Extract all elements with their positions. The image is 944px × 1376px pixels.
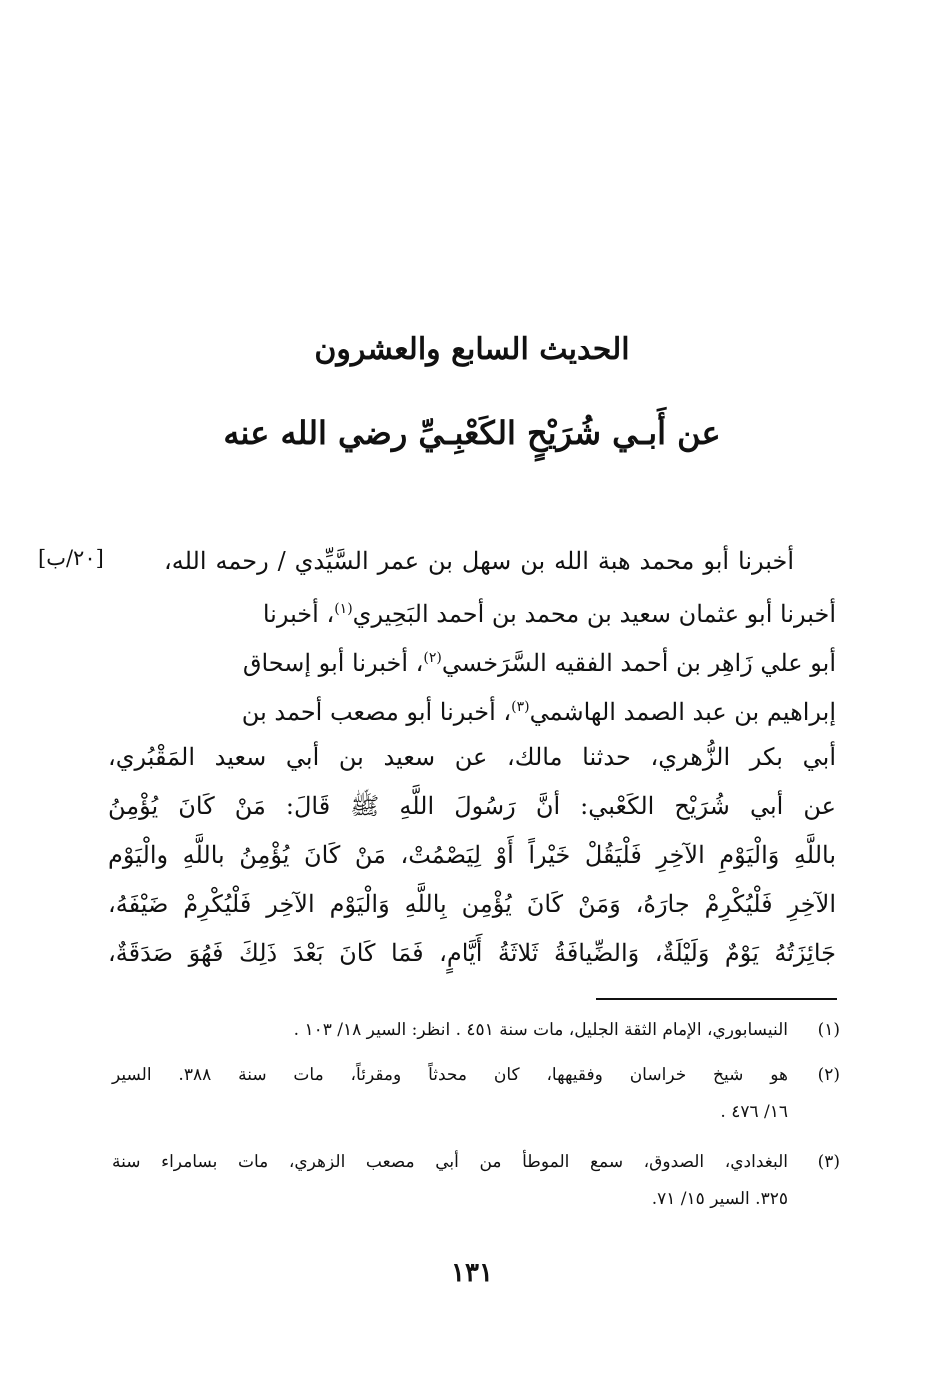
footnote-1-number: (١)	[817, 1020, 840, 1040]
body-line-1: أخبرنا أبو محمد هبة الله بن سهل بن عمر السَّيِّدي / رحمه الله،	[164, 547, 794, 575]
body-line-3-text: أبو علي زَاهِر بن أحمد الفقيه السَّرَخسي	[441, 649, 836, 677]
footnote-ref-1: (١)	[334, 601, 353, 617]
body-line-2-text: أخبرنا أبو عثمان سعيد بن محمد بن أحمد البَحِيري	[352, 600, 836, 628]
body-line-4-tail: ، أخبرنا أبو مصعب أحمد بن	[241, 698, 512, 726]
body-line-2-tail: ، أخبرنا	[262, 600, 335, 628]
footnote-2-text-line-2: ١٦/ ٤٧٦ .	[720, 1102, 788, 1122]
body-line-3-tail: ، أخبرنا أبو إسحاق	[242, 649, 424, 677]
body-line-3	[108, 643, 836, 678]
body-line-4-text: إبراهيم بن عبد الصمد الهاشمي	[529, 698, 836, 726]
footnote-ref-2: (٢)	[423, 650, 442, 666]
page-number: ١٣١	[451, 1258, 493, 1288]
footnote-3-text-line-1: البغدادي، الصدوق، سمع الموطأ من أبي مصعب الزهري، مات بسامراء سنة	[112, 1152, 788, 1172]
footnote-3-text-line-2: ٣٢٥. السير ١٥/ ٧١.	[651, 1189, 788, 1209]
manuscript-folio-marker: [٢٠/ب]	[38, 546, 104, 570]
body-line-5: أبي بكر الزُّهري، حدثنا مالك، عن سعيد بن أبي سعيد المَقْبُري،	[108, 743, 836, 771]
footnote-1-text: النيسابوري، الإمام الثقة الجليل، مات سنة ٤٥١ . انظر: السير ١٨/ ١٠٣ .	[293, 1020, 788, 1040]
body-line-8: الآخِرِ فَلْيُكْرِمْ جارَهُ، وَمَنْ كَانَ يُؤْمِن بِاللَّهِ وَالْيَوْم الآخِر فَلْيُكْرِمْ ضَيْفَهُ،	[108, 890, 836, 918]
hadith-number-heading: الحديث السابع والعشرون	[314, 332, 630, 367]
footnote-2-text-line-1: هو شيخ خراسان وفقيهها، كان محدثاً ومقرئاً، مات سنة ٣٨٨. السير	[112, 1065, 788, 1085]
footnote-separator	[596, 998, 837, 1000]
body-line-9: جَائِزَتُهُ يَوْمٌ وَلَيْلَةٌ، وَالضِّيافَةُ ثَلاثَةُ أَيَّامٍ، فَمَا كَانَ بَعْدَ ذَلِكَ فَهُوَ صَدَقَةٌ،	[108, 939, 836, 967]
body-line-4	[108, 692, 836, 727]
narrator-heading: عن أَبـي شُرَيْحٍ الكَعْبِـيِّ رضي الله عنه	[223, 414, 721, 452]
body-line-2	[108, 594, 836, 629]
footnote-ref-3: (٣)	[511, 699, 530, 715]
footnote-3-number: (٣)	[817, 1152, 840, 1172]
body-line-7: باللَّهِ وَالْيَوْمِ الآخِرِ فَلْيَقُلْ خَيْراً أَوْ لِيَصْمُتْ، مَنْ كَانَ يُؤْمِنُ باللَّهِ والْيَوْم	[108, 841, 836, 869]
body-line-6: عن أبي شُرَيْح الكَعْبي: أنَّ رَسُولَ اللَّهِ ﷺ قَالَ: مَنْ كَانَ يُؤْمِنُ	[108, 792, 837, 820]
footnote-2-number: (٢)	[817, 1065, 840, 1085]
